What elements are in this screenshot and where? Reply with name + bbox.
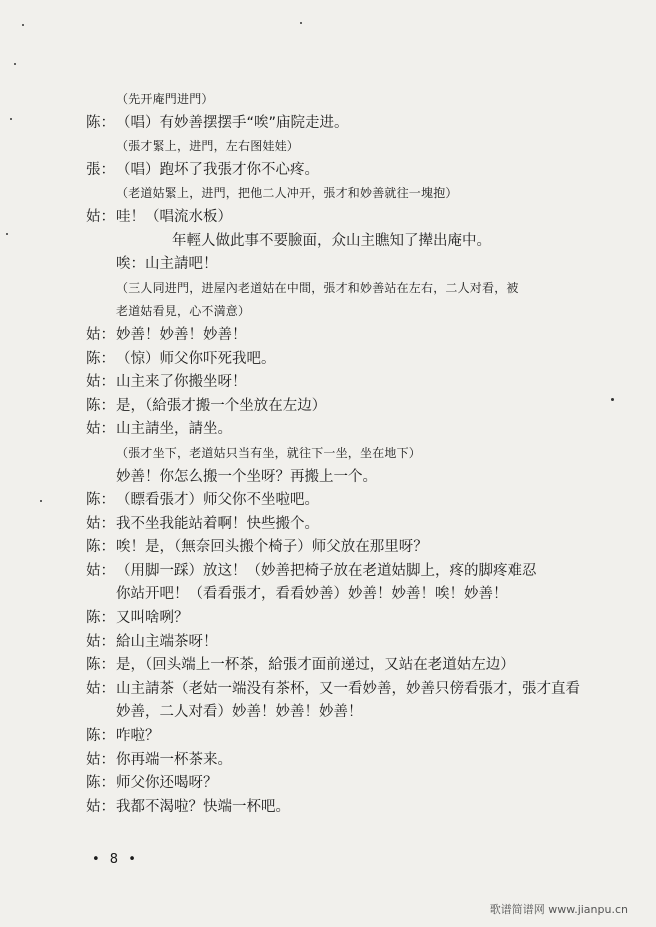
line-text: （三人同进門，进屋內老道姑在中間，張才和妙善站在左右，二人对看，被 <box>116 280 519 295</box>
line-text: （用脚一踩）放这！（妙善把椅子放在老道姑脚上，疼的脚疼难忍 <box>116 562 537 579</box>
stage-direction-line <box>86 277 626 301</box>
line-text: 妙善，二人对看）妙善！妙善！妙善！ <box>116 704 363 721</box>
speaker-label: 姑： <box>86 633 115 650</box>
line-text: （唱）有妙善摆摆手“唉”庙院走进。 <box>116 114 349 131</box>
dialogue-line <box>86 112 626 136</box>
speaker-label: 姑： <box>86 515 115 532</box>
speaker-label: 姑： <box>86 751 115 768</box>
dialogue-line <box>86 395 626 419</box>
stage-direction-line <box>86 182 626 206</box>
speaker-label: 陈： <box>86 114 115 131</box>
speaker-label: 姑： <box>86 562 115 579</box>
speaker-label: 陈： <box>86 492 115 509</box>
line-text: 山主請坐，請坐。 <box>116 421 232 438</box>
dialogue-line <box>86 466 626 490</box>
line-text: 我不坐我能站着啊！快些搬个。 <box>116 515 319 532</box>
line-text: 年輕人做此事不要臉面，众山主瞧知了撵出庵中。 <box>172 232 491 249</box>
dialogue-line <box>86 701 626 725</box>
stage-direction-line <box>86 88 626 112</box>
dialogue-line <box>86 725 626 749</box>
dialogue-line <box>86 583 626 607</box>
stage-direction-line <box>86 442 626 466</box>
line-text: （瞟看張才）师父你不坐啦吧。 <box>116 492 319 509</box>
speaker-label: 陈： <box>86 350 115 367</box>
dialogue-line <box>86 513 626 537</box>
line-text: 妙善！妙善！妙善！ <box>116 326 247 343</box>
site-watermark: 歌谱简谱网 www.jianpu.cn <box>489 903 628 916</box>
dialogue-line <box>86 536 626 560</box>
speaker-label: 陈： <box>86 775 115 792</box>
speaker-label: 陈： <box>86 539 115 556</box>
stage-direction-line <box>86 300 626 324</box>
dialogue-line <box>86 654 626 678</box>
line-text: （張才緊上，进門，左右图娃娃） <box>116 139 300 154</box>
dialogue-line <box>86 348 626 372</box>
speaker-label: 姑： <box>86 421 115 438</box>
dialogue-line <box>86 206 626 230</box>
dialogue-line <box>86 253 626 277</box>
speaker-label: 陈： <box>86 728 115 745</box>
speaker-label: 姑： <box>86 798 115 815</box>
speaker-label: 陈： <box>86 397 115 414</box>
dialogue-line <box>86 230 626 254</box>
line-text: 你站开吧！（看看張才，看看妙善）妙善！妙善！唉！妙善！ <box>116 586 508 603</box>
dialogue-line <box>86 678 626 702</box>
dialogue-line <box>86 418 626 442</box>
dialogue-line <box>86 772 626 796</box>
line-text: 又叫啥咧？ <box>116 610 189 627</box>
speaker-label: 陈： <box>86 657 115 674</box>
line-text: 山主請茶（老姑一端没有茶杯，又一看妙善，妙善只傍看張才，張才直看 <box>116 680 580 697</box>
line-text: 給山主端茶呀！ <box>116 633 218 650</box>
speaker-label: 姑： <box>86 326 115 343</box>
line-text: （惊）师父你吓死我吧。 <box>116 350 276 367</box>
line-text: 是，（給張才搬一个坐放在左边） <box>116 397 327 414</box>
dialogue-line <box>86 749 626 773</box>
line-text: 山主来了你搬坐呀！ <box>116 374 247 391</box>
line-text: 咋啦？ <box>116 728 160 745</box>
line-text: 唉：山主請吧！ <box>116 256 218 273</box>
dialogue-line <box>86 631 626 655</box>
dialogue-line <box>86 560 626 584</box>
stage-direction-line <box>86 135 626 159</box>
speaker-label: 張： <box>86 161 115 178</box>
line-text: 你再端一杯茶来。 <box>116 751 232 768</box>
dialogue-line <box>86 159 626 183</box>
dialogue-line <box>86 607 626 631</box>
dialogue-line <box>86 324 626 348</box>
line-text: （張才坐下，老道姑只当有坐，就往下一坐，坐在地下） <box>116 445 422 460</box>
line-text: 哇！（唱流水板） <box>116 208 232 225</box>
line-text: （先开庵門进門） <box>116 92 214 106</box>
line-text: 老道姑看見，心不満意） <box>116 304 251 319</box>
line-text: （老道姑緊上，进門，把他二人冲开，張才和妙善就往一塊抱） <box>116 186 458 201</box>
speaker-label: 陈： <box>86 610 115 627</box>
page-number: • 8 • <box>92 852 139 867</box>
dialogue-line <box>86 796 626 820</box>
speaker-label: 姑： <box>86 208 115 225</box>
line-text: 是，（回头端上一杯茶，給張才面前递过，又站在老道姑左边） <box>116 657 515 674</box>
dialogue-line <box>86 489 626 513</box>
line-text: （唱）跑坏了我張才你不心疼。 <box>116 161 319 178</box>
speaker-label: 姑： <box>86 374 115 391</box>
script-text <box>86 88 626 819</box>
speaker-label: 姑： <box>86 680 115 697</box>
dialogue-line <box>86 371 626 395</box>
line-text: 妙善！你怎么搬一个坐呀？再搬上一个。 <box>116 468 377 485</box>
line-text: 我都不渴啦？快端一杯吧。 <box>116 798 290 815</box>
line-text: 师父你还喝呀？ <box>116 775 218 792</box>
line-text: 唉！是，（無奈回头搬个椅子）师父放在那里呀？ <box>116 539 428 556</box>
